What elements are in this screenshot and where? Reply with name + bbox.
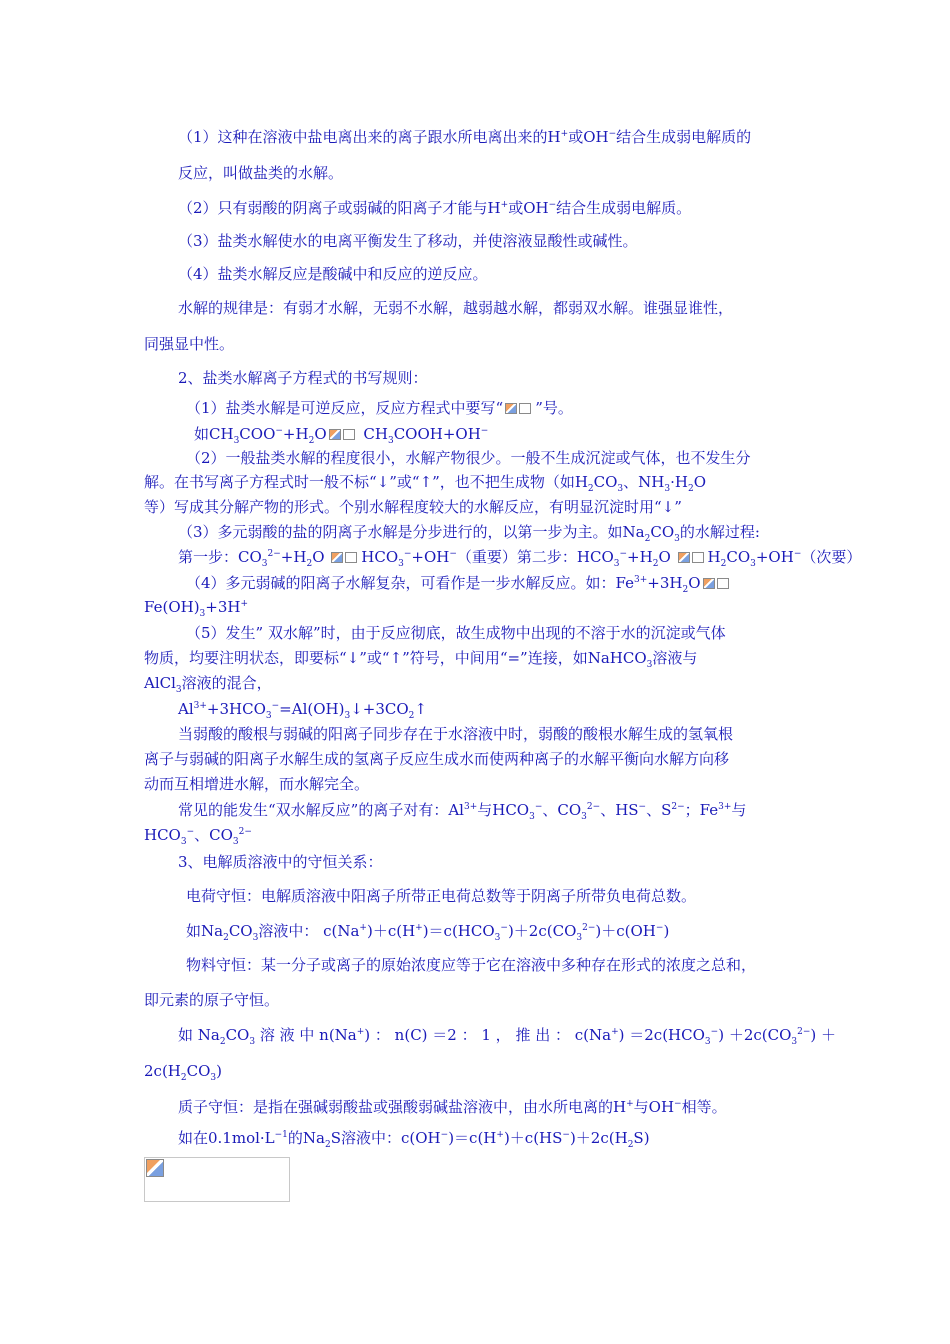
text-line: 2、盐类水解离子方程式的书写规则： xyxy=(178,369,428,387)
text-line: （1）盐类水解是可逆反应，反应方程式中要写“ ”号。 xyxy=(186,399,573,417)
text-line: （3）多元弱酸的盐的阴离子水解是分步进行的，以第一步为主。如$Na_2CO_3$的水解过程: xyxy=(178,523,760,544)
text-line: （5）发生” 双水解”时，由于反应彻底，故生成物中出现的不溶于水的沉淀或气体 xyxy=(186,624,726,642)
equilibrium-symbol-icon xyxy=(505,403,533,414)
text-line: 物质，均要注明状态，即要标“↓”或“↑”符号，中间用“=”连接，如NaHCO$_3$溶液与 xyxy=(144,649,698,670)
text-line: $Al^{3+}+3HCO_3^-=Al(OH)_3↓+3CO_2↑$ xyxy=(178,700,427,721)
text-line: 动而互相增进水解，而水解完全。 xyxy=(144,775,370,793)
text-line: 如$CH_3COO^-+H_2O$ $CH_3COOH+OH^-$ xyxy=(194,425,489,446)
equilibrium-symbol-icon xyxy=(329,429,357,440)
text-line: 电荷守恒：电解质溶液中阳离子所带正电荷总数等于阴离子所带负电荷总数。 xyxy=(186,887,697,905)
text-line: 同强显中性。 xyxy=(144,335,235,353)
text-line: 离子与弱碱的阳离子水解生成的氢离子反应生成水而使两种离子的水解平衡向水解方向移 xyxy=(144,750,730,768)
text-line: $Fe(OH)_3+3H^+$ xyxy=(144,598,249,619)
text-line: 如在$0.1mol\cdot L^{-1}$的$Na_2S$溶液中：$c(OH^-)=c(H^+)+c(HS^-)+2c(H_2S)$ xyxy=(178,1129,650,1150)
equilibrium-symbol-icon xyxy=(678,552,706,563)
text-line: 如$Na_2CO_3$溶液中： $c(Na^+)+c(H^+)=c(HCO_3^-)+2c(CO_3^{2-})+c(OH^-)$ xyxy=(186,922,670,943)
text-line: 即元素的原子守恒。 xyxy=(144,991,280,1009)
text-line: 物料守恒：某一分子或离子的原始浓度应等于它在溶液中多种存在形式的浓度之总和， xyxy=(186,956,757,974)
text-line: （2）只有弱酸的阴离子或弱碱的阳离子才能与H+或OH−结合生成弱电解质。 xyxy=(178,199,692,217)
text-line: 等）写成其分解产物的形式。个别水解程度较大的水解反应，有明显沉淀时用“↓” xyxy=(144,498,682,516)
text-line: （2）一般盐类水解的程度很小，水解产物很少。一般不生成沉淀或气体，也不发生分 xyxy=(186,449,751,467)
text-line: 常见的能发生“双水解反应”的离子对有：$Al^{3+}$与$HCO_3^-$、$CO_3^{2-}$、HS−、$S^{2-}$；$Fe^{3+}$与 xyxy=(178,801,747,822)
broken-image-placeholder xyxy=(144,1157,290,1202)
image-icon xyxy=(146,1159,164,1177)
text-line: 如 $Na_2CO_3$ 溶 液 中 n(Na+) ： n(C) ＝2 ： 1 ， 推 出 ： $c(Na^+) =2c(HCO_3^-) +2c(CO_3^{2-})$ ＋ xyxy=(178,1026,837,1047)
text-line: 质子守恒：是指在强碱弱酸盐或强酸弱碱盐溶液中，由水所电离的H+与OH−相等。 xyxy=(178,1098,727,1116)
text-line: $2c(H_2CO_3)$ xyxy=(144,1062,222,1083)
text-line: 当弱酸的酸根与弱碱的阳离子同步存在于水溶液中时，弱酸的酸根水解生成的氢氧根 xyxy=(178,725,734,743)
text-line: （4）多元弱碱的阳离子水解复杂，可看作是一步水解反应。如：$Fe^{3+}+3H_2O$ xyxy=(186,573,733,593)
text-line: 3、电解质溶液中的守恒关系： xyxy=(178,853,383,871)
text-line: 水解的规律是：有弱才水解，无弱不水解，越弱越水解，都弱双水解。谁强显谁性， xyxy=(178,299,734,317)
text-line: AlCl$_3$溶液的混合， xyxy=(144,674,272,695)
text-line: 反应，叫做盐类的水解。 xyxy=(178,164,344,182)
text-line: （3）盐类水解使水的电离平衡发生了移动，并使溶液显酸性或碱性。 xyxy=(178,232,638,250)
text-line: 第一步：$CO_3^{2-}+H_2O$ $HCO_3^-+OH^-$（重要）第二步：$HCO_3^-+H_2O$ $H_2CO_3+OH^-$（次要） xyxy=(178,548,862,569)
text-line: $HCO_3^-$、$CO_3^{2-}$ xyxy=(144,826,252,847)
text-line: 解。在书写离子方程式时一般不标“↓”或“↑”，也不把生成物（如$H_2CO_3$、$NH_3\cdot H_2O$ xyxy=(144,473,707,494)
text-line: （1）这种在溶液中盐电离出来的离子跟水所电离出来的H+或OH−结合生成弱电解质的 xyxy=(178,128,752,146)
equilibrium-symbol-icon xyxy=(703,578,731,589)
equilibrium-symbol-icon xyxy=(331,552,359,563)
text-line: （4）盐类水解反应是酸碱中和反应的逆反应。 xyxy=(178,265,488,283)
